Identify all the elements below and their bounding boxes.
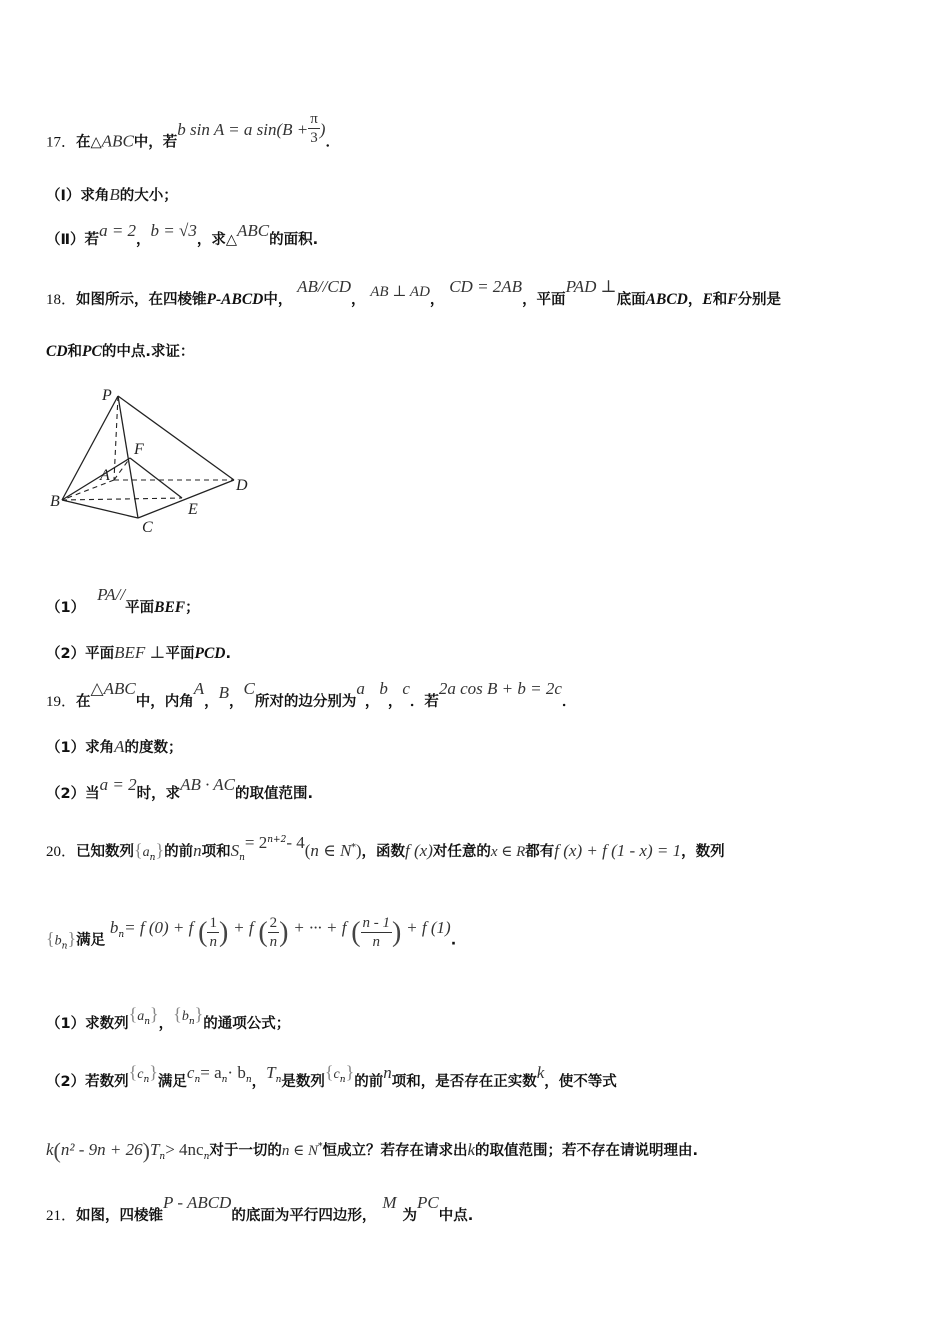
q17-part1: （Ⅰ）求角B的大小； bbox=[46, 185, 178, 204]
label-a: A bbox=[100, 467, 110, 484]
equation: b sin A = a sin(B + bbox=[177, 119, 309, 139]
q21-stem: 21．如图，四棱锥P - ABCD的底面为平行四边形，M为PC中点. bbox=[46, 1193, 474, 1224]
q17-stem: 17．在△ABC中，若b sin A = a sin(B + $\frac{\pi}{3}$ )． bbox=[46, 111, 340, 151]
q18-part2: （2）平面BEF ⊥平面PCD. bbox=[46, 643, 231, 662]
q19-part1: （1）求角A的度数； bbox=[46, 737, 183, 756]
q18-stem: 18．如图所示，在四棱锥P-ABCD中， AB//CD， AB ⊥ AD， CD = 2AB，平面PAD ⊥底面ABCD，E和F分别是 bbox=[46, 277, 782, 308]
q20-bn-def: $\{b_n\}$满足 $b_n= f$ (0) + f ( $\frac{1}{n}$ ) + f ( $\frac{2}{n}$ ) + ··· + f ( $\frac{n - 1}{n}$ ) + f (1). bbox=[46, 915, 457, 952]
fraction-pi-over-3: $\frac{\pi}{3}$ bbox=[310, 111, 318, 146]
q18-stem-line2: CD和PC的中点.求证： bbox=[46, 343, 195, 360]
q18-part1: （1）PA//平面BEF； bbox=[46, 585, 200, 616]
label-p: P bbox=[102, 387, 112, 404]
q17-part2: （Ⅱ）若a = 2，b = √3，求△ABC的面积. bbox=[46, 221, 319, 248]
label-b: B bbox=[50, 493, 60, 510]
question-number: 21． bbox=[46, 1208, 77, 1224]
question-number: 18． bbox=[46, 292, 77, 308]
q19-part2: （2）当a = 2时，求AB · AC的取值范围. bbox=[46, 775, 314, 802]
label-e: E bbox=[188, 501, 198, 518]
question-number: 20． bbox=[46, 844, 77, 860]
question-number: 17． bbox=[46, 134, 77, 151]
q20-stem: 20．已知数列$\{a_n\}$的前n项和$S_n= 2^{n+2}-$ 4(n ∈ N*)，函数f (x)对任意的x ∈ R都有f (x) + f (1 - x) = 1，数列 bbox=[46, 833, 725, 863]
label-f: F bbox=[134, 441, 144, 458]
q19-stem: 19．在△ABC中，内角A，B，C所对的边分别为a，b，c．若2a cos B + b = 2c． bbox=[46, 679, 577, 710]
question-number: 19． bbox=[46, 694, 77, 710]
q20-inequality: $k(n^2 - 9n + 26)T_n> 4nc_n$对于一切的n ∈ N*恒成立？若存在请求出k的取值范围；若不存在请说明理由. bbox=[46, 1138, 699, 1163]
label-d: D bbox=[236, 477, 248, 494]
label-c: C bbox=[142, 519, 153, 536]
q20-part1: （1）求数列$\{a_n\}$，$\{b_n\}$的通项公式； bbox=[46, 1004, 291, 1032]
pyramid-figure bbox=[48, 380, 258, 540]
q20-part2: （2）若数列$\{c_n\}$满足$c_n= a_n\cdot b_n$，$T_n$是数列$\{c_n\}$的前n项和，是否存在正实数k，使不等式 bbox=[46, 1062, 617, 1090]
